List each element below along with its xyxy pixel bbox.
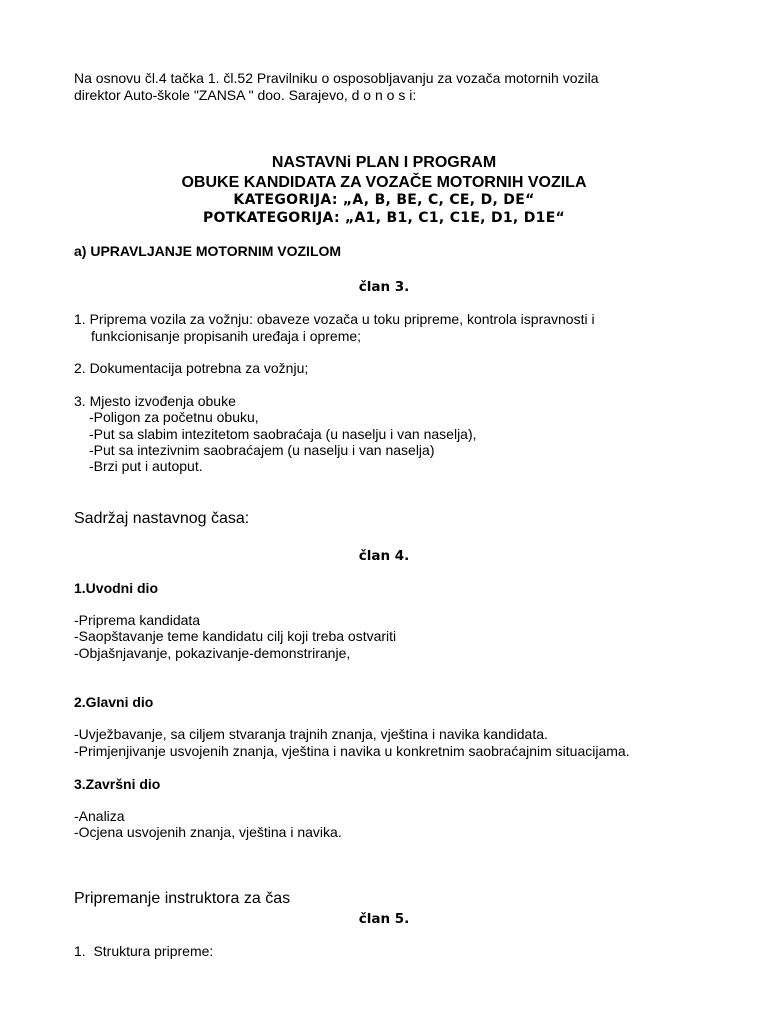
article-3-heading: član 3. — [358, 279, 410, 295]
item-3: 3. Mjesto izvođenja obuke — [74, 393, 236, 409]
intro-line-1: Na osnovu čl.4 tačka 1. čl.52 Pravilniku o osposobljavanju za vozača motornih vozila — [74, 70, 599, 86]
item-3-sub-4: -Brzi put i autoput. — [89, 458, 203, 474]
article-4-heading: član 4. — [358, 548, 410, 564]
part-3-heading: 3.Završni dio — [74, 776, 161, 792]
instructor-prep-heading: Pripremanje instruktora za čas — [74, 890, 291, 907]
part-2-heading: 2.Glavni dio — [74, 694, 154, 710]
part-1-heading: 1.Uvodni dio — [74, 580, 158, 596]
part-2-item-1: -Uvježbavanje, sa ciljem stvaranja trajnih znanja, vještina i navika kandidata. — [74, 726, 548, 742]
item-1-line-2: funkcionisanje propisanih uređaja i opreme; — [91, 328, 362, 344]
part-1-item-3: -Objašnjavanje, pokazivanje-demonstriranje, — [74, 645, 351, 661]
item-2: 2. Dokumentacija potrebna za vožnju; — [74, 360, 309, 376]
title-line-1: NASTAVNi PLAN I PROGRAM — [271, 154, 497, 171]
intro-line-2: direktor Auto-škole "ZANSA " doo. Sarajevo, d o n o s i: — [74, 87, 417, 103]
part-2-item-2: -Primjenjivanje usvojenih znanja, vještina i navika u konkretnim saobraćajnim situacijama. — [74, 743, 630, 759]
title-line-2: OBUKE KANDIDATA ZA VOZAČE MOTORNIH VOZILA — [181, 174, 587, 191]
item-3-sub-2: -Put sa slabim intezitetom saobraćaja (u naselju i van naselja), — [89, 426, 477, 442]
item-3-sub-3: -Put sa intezivnim saobraćajem (u naselju i van naselja) — [89, 442, 435, 458]
title-categories: KATEGORIJA: „A, B, BE, C, CE, D, DE“ — [233, 192, 535, 208]
prep-item-1: 1. Struktura pripreme: — [74, 943, 214, 959]
lesson-content-heading: Sadržaj nastavnog časa: — [74, 510, 250, 527]
title-subcategories: POTKATEGORIJA: „A1, B1, C1, C1E, D1, D1E“ — [202, 210, 566, 226]
part-1-item-1: -Priprema kandidata — [74, 612, 201, 628]
item-3-sub-1: -Poligon za početnu obuku, — [89, 409, 259, 425]
section-a-heading: a) UPRAVLJANJE MOTORNIM VOZILOM — [74, 243, 342, 259]
part-3-item-1: -Analiza — [74, 808, 125, 824]
part-3-item-2: -Ocjena usvojenih znanja, vještina i navika. — [74, 824, 342, 840]
item-1-line-1: 1. Priprema vozila za vožnju: obaveze vozača u toku pripreme, kontrola ispravnosti i — [74, 311, 595, 327]
part-1-item-2: -Saopštavanje teme kandidatu cilj koji treba ostvariti — [74, 628, 397, 644]
article-5-heading: član 5. — [358, 911, 410, 927]
